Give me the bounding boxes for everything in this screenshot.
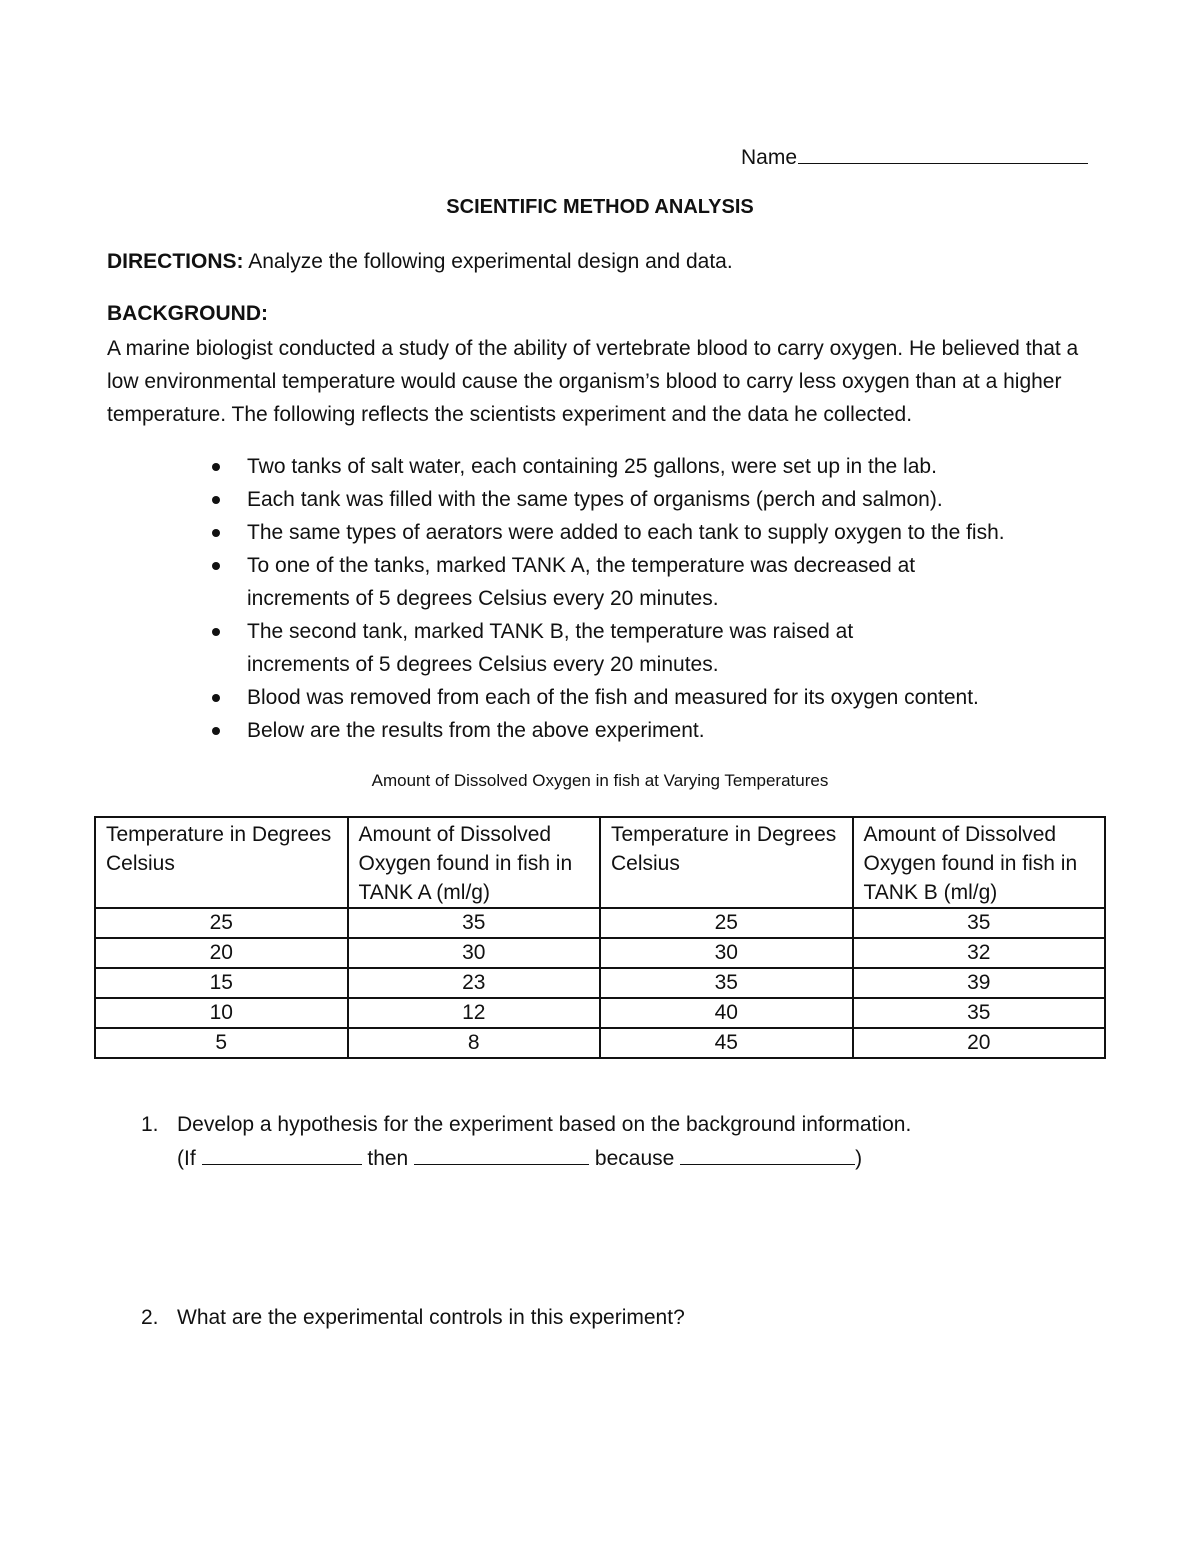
directions-text: Analyze the following experimental design and data. bbox=[248, 250, 733, 273]
directions bbox=[107, 250, 733, 274]
table-cell: 15 bbox=[95, 968, 348, 998]
table-row bbox=[95, 998, 1105, 1028]
question-1 bbox=[141, 1108, 911, 1176]
bullet-icon bbox=[212, 628, 220, 636]
table-cell: 35 bbox=[600, 968, 853, 998]
question-number: 2. bbox=[141, 1306, 159, 1329]
question-number: 1. bbox=[141, 1113, 159, 1136]
hypothesis-because: because bbox=[594, 1147, 675, 1170]
hypothesis-open: (If bbox=[177, 1147, 196, 1170]
question-text: Develop a hypothesis for the experiment based on the background information. bbox=[177, 1113, 912, 1136]
table-cell: 32 bbox=[853, 938, 1106, 968]
list-item: The second tank, marked TANK B, the temperature was raised at increments of 5 degrees Celsius every 20 minutes. bbox=[212, 615, 1112, 681]
table-cell: 5 bbox=[95, 1028, 348, 1058]
bullet-icon bbox=[212, 562, 220, 570]
table-cell: 30 bbox=[600, 938, 853, 968]
name-label: Name bbox=[741, 146, 798, 169]
list-item: Two tanks of salt water, each containing 25 gallons, were set up in the lab. bbox=[212, 450, 1112, 483]
list-item: To one of the tanks, marked TANK A, the temperature was decreased at increments of 5 degrees Celsius every 20 minutes. bbox=[212, 549, 1112, 615]
list-item: The same types of aerators were added to each tank to supply oxygen to the fish. bbox=[212, 516, 1112, 549]
table-cell: 35 bbox=[348, 908, 601, 938]
background-heading: BACKGROUND: bbox=[107, 302, 268, 325]
bullet-icon bbox=[212, 463, 220, 471]
table-cell: 12 bbox=[348, 998, 601, 1028]
header-temp-b: Temperature in Degrees Celsius bbox=[600, 817, 853, 908]
table-cell: 40 bbox=[600, 998, 853, 1028]
table-cell: 45 bbox=[600, 1028, 853, 1058]
bullet-icon bbox=[212, 727, 220, 735]
list-item: Below are the results from the above experiment. bbox=[212, 714, 1112, 747]
then-blank[interactable] bbox=[414, 1146, 589, 1165]
table-cell: 30 bbox=[348, 938, 601, 968]
question-2 bbox=[141, 1306, 685, 1330]
list-item: Blood was removed from each of the fish and measured for its oxygen content. bbox=[212, 681, 1112, 714]
table-caption: Amount of Dissolved Oxygen in fish at Varying Temperatures bbox=[371, 771, 829, 790]
background-paragraph: A marine biologist conducted a study of the ability of vertebrate blood to carry oxygen. He believed that a low environmental temperature would cause the organism’s blood to carry less oxygen than at a higher temperature. The following reflects the scientists experiment and the data he collected. bbox=[107, 337, 1079, 426]
table-cell: 10 bbox=[95, 998, 348, 1028]
page-title: SCIENTIFIC METHOD ANALYSIS bbox=[446, 196, 754, 218]
bullet-icon bbox=[212, 694, 220, 702]
header-oxygen-a: Amount of Dissolved Oxygen found in fish in TANK A (ml/g) bbox=[348, 817, 601, 908]
header-temp-a: Temperature in Degrees Celsius bbox=[95, 817, 348, 908]
table-cell: 20 bbox=[95, 938, 348, 968]
bullet-icon bbox=[212, 529, 220, 537]
name-field[interactable] bbox=[741, 143, 1088, 170]
table-cell: 35 bbox=[853, 908, 1106, 938]
directions-label: DIRECTIONS: bbox=[107, 250, 244, 273]
table-cell: 8 bbox=[348, 1028, 601, 1058]
table-cell: 39 bbox=[853, 968, 1106, 998]
hypothesis-then: then bbox=[367, 1147, 409, 1170]
table-cell: 25 bbox=[95, 908, 348, 938]
header-oxygen-b: Amount of Dissolved Oxygen found in fish in TANK B (ml/g) bbox=[853, 817, 1106, 908]
if-blank[interactable] bbox=[202, 1146, 362, 1165]
table-cell: 35 bbox=[853, 998, 1106, 1028]
table-row bbox=[95, 1028, 1105, 1058]
hypothesis-close: ) bbox=[855, 1147, 863, 1170]
table-row bbox=[95, 968, 1105, 998]
table-row bbox=[95, 908, 1105, 938]
table-cell: 23 bbox=[348, 968, 601, 998]
question-text: What are the experimental controls in this experiment? bbox=[177, 1306, 685, 1329]
table-row bbox=[95, 938, 1105, 968]
table-cell: 20 bbox=[853, 1028, 1106, 1058]
list-item: Each tank was filled with the same types of organisms (perch and salmon). bbox=[212, 483, 1112, 516]
table-header-row bbox=[95, 817, 1105, 908]
results-table bbox=[94, 816, 1106, 1059]
procedure-list bbox=[212, 450, 1112, 747]
table-cell: 25 bbox=[600, 908, 853, 938]
bullet-icon bbox=[212, 496, 220, 504]
because-blank[interactable] bbox=[680, 1146, 855, 1165]
name-blank[interactable] bbox=[798, 143, 1088, 164]
